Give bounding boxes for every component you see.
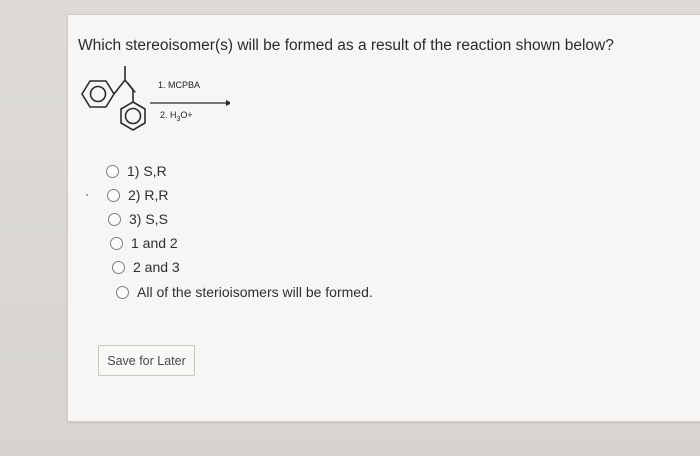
radio-button[interactable] xyxy=(107,189,120,202)
radio-button[interactable] xyxy=(112,261,125,274)
option-1[interactable] xyxy=(106,161,167,181)
option-label: 1 and 2 xyxy=(131,235,178,251)
radio-button[interactable] xyxy=(110,237,123,250)
reagent-1: 1. MCPBA xyxy=(158,80,201,90)
option-2[interactable] xyxy=(107,185,168,205)
save-for-later-button[interactable]: Save for Later xyxy=(98,345,195,376)
reaction-scheme xyxy=(80,61,230,143)
option-label: All of the sterioisomers will be formed. xyxy=(137,284,373,300)
option-label: 2) R,R xyxy=(128,187,169,203)
radio-button[interactable] xyxy=(116,286,129,299)
reagent-2 xyxy=(160,110,193,123)
reactant-structure-image xyxy=(80,61,230,143)
radio-button[interactable] xyxy=(106,165,119,178)
reagent-2-main: 2. H xyxy=(160,110,177,120)
stray-dot xyxy=(86,194,88,196)
reagent-2-subscript: 3 xyxy=(176,115,181,123)
radio-button[interactable] xyxy=(108,213,121,226)
option-4[interactable] xyxy=(110,233,178,253)
arrow-head-icon xyxy=(226,100,230,106)
question-card xyxy=(67,14,700,422)
option-3[interactable] xyxy=(108,209,168,229)
option-6[interactable] xyxy=(116,282,373,302)
option-label: 2 and 3 xyxy=(133,259,180,275)
option-5[interactable] xyxy=(112,257,180,277)
reagent-2-tail: O+ xyxy=(180,110,193,120)
option-label: 1) S,R xyxy=(127,163,167,179)
option-label: 3) S,S xyxy=(129,211,168,227)
question-text: Which stereoisomer(s) will be formed as a result of the reaction shown below? xyxy=(78,37,614,54)
